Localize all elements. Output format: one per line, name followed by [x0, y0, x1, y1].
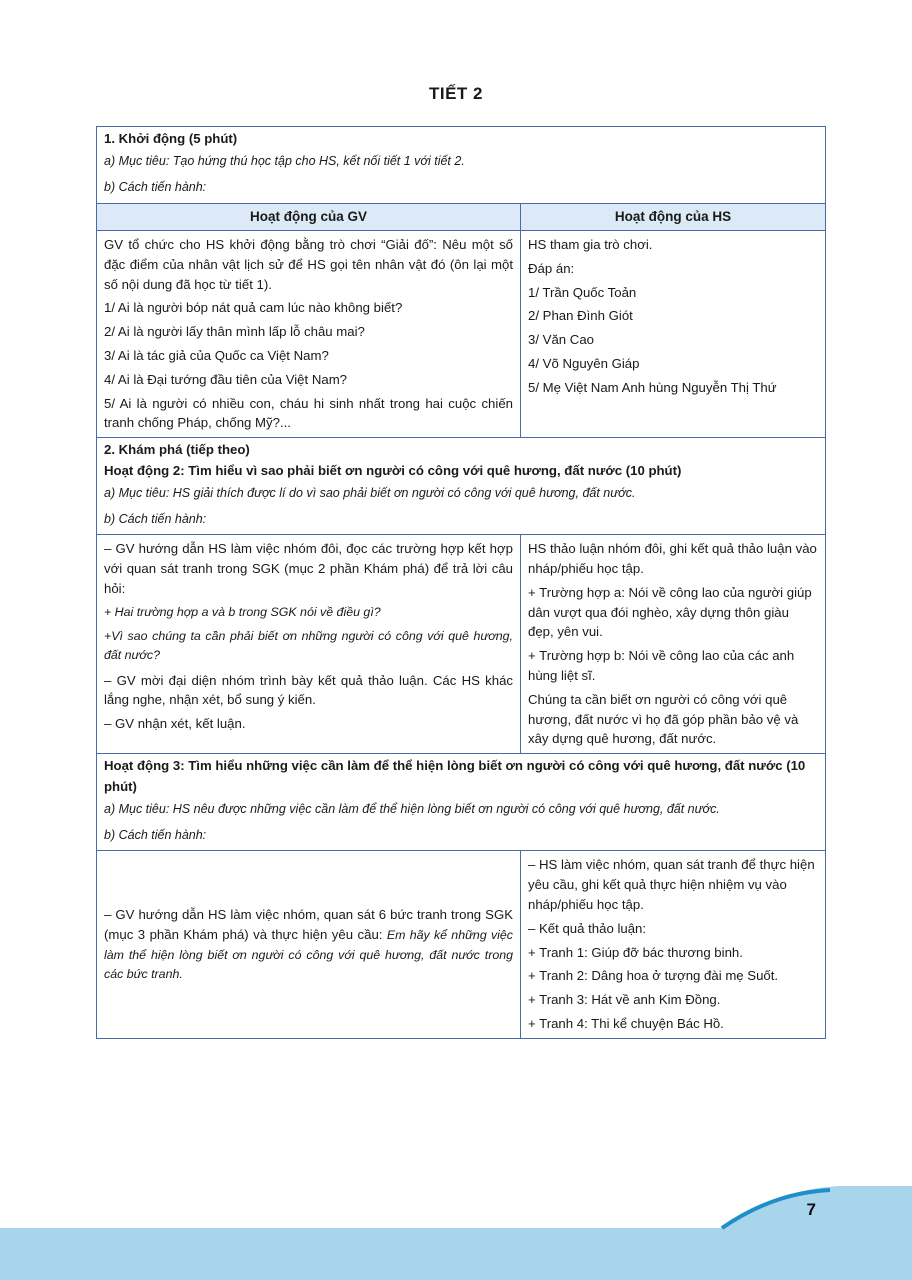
activity-3-hs-result: + Tranh 3: Hát về anh Kim Đồng.: [528, 992, 721, 1008]
activity-3-hs-result: + Tranh 1: Giúp đỡ bác thương binh.: [528, 944, 743, 960]
section-2-header: [97, 438, 826, 535]
section-1-header: [97, 127, 826, 204]
activity-2-gv-step: – GV mời đại diện nhóm trình bày kết quả thảo luận. Các HS khác lắng nghe, nhận xét, bổ sung ý kiến.: [104, 672, 513, 708]
activity-3-gv-cell: [97, 851, 521, 1038]
activity-3-hs-result: + Tranh 4: Thi kể chuyện Bác Hồ.: [528, 1015, 724, 1031]
warmup-question: 3/ Ai là tác giả của Quốc ca Việt Nam?: [104, 347, 329, 363]
section-2-header-row: [97, 438, 826, 535]
activity-2-heading: Hoạt động 2: Tìm hiểu vì sao phải biết ơn người có công với quê hương, đất nước (10 phút): [104, 462, 682, 478]
activity-2-row: [97, 535, 826, 754]
column-header-hs: Hoạt động của HS: [521, 203, 826, 230]
activity-2-gv-cell: [97, 535, 521, 754]
warmup-answer: 4/ Võ Nguyên Giáp: [528, 355, 640, 371]
warmup-answer: 1/ Trần Quốc Toản: [528, 284, 637, 300]
activity-3-method: b) Cách tiến hành:: [104, 827, 207, 842]
warmup-row: [97, 230, 826, 437]
activity-3-gv-text: [104, 903, 513, 986]
activity-3-row: [97, 851, 826, 1038]
warmup-hs-cell: [521, 230, 826, 437]
activity-3-hs-cell: [521, 851, 826, 1038]
page-title: TIẾT 2: [428, 84, 483, 103]
warmup-answer: 5/ Mẹ Việt Nam Anh hùng Nguyễn Thị Thứ: [528, 379, 777, 395]
activity-3-hs-result: + Tranh 2: Dâng hoa ở tượng đài mẹ Suốt.: [528, 968, 779, 984]
activity-3-heading: Hoạt động 3: Tìm hiểu những việc cần làm để thể hiện lòng biết ơn người có công với quê hương, đất nước (10 phút): [104, 758, 806, 794]
warmup-answer: 2/ Phan Đình Giót: [528, 308, 633, 324]
warmup-hs-line: HS tham gia trò chơi.: [528, 236, 653, 252]
activity-3-gv-task: Em hãy kể những việc làm thể hiện lòng biết ơn người có công với quê hương, đất nước trong các bức tranh.: [104, 927, 513, 982]
section-1-objective: a) Mục tiêu: Tạo hứng thú học tập cho HS, kết nối tiết 1 với tiết 2.: [104, 154, 465, 169]
activity-2-hs-conclusion: Chúng ta cần biết ơn người có công với quê hương, đất nước vì họ đã góp phần bảo vệ và xây dựng quê hương, đất nước.: [528, 691, 799, 747]
warmup-question: 2/ Ai là người lấy thân mình lấp lỗ châu mai?: [104, 324, 365, 340]
activity-2-objective: a) Mục tiêu: HS giải thích được lí do vì sao phải biết ơn người có công với quê hương, đất nước.: [104, 486, 636, 501]
activity-3-hs-line: – HS làm việc nhóm, quan sát tranh để thực hiện yêu cầu, ghi kết quả thực hiện nhiệm vụ vào nháp/phiếu học tập.: [528, 857, 815, 912]
activity-2-gv-step: – GV hướng dẫn HS làm việc nhóm đôi, đọc các trường hợp kết hợp với quan sát tranh trong SGK (mục 2 phần Khám phá) để trả lời câu hỏi:: [104, 541, 513, 596]
activity-2-hs-line: + Trường hợp b: Nói về công lao của các anh hùng liệt sĩ.: [528, 648, 795, 684]
section-2-heading: 2. Khám phá (tiếp theo): [104, 442, 250, 458]
activity-2-hs-cell: [521, 535, 826, 754]
activity-3-objective: a) Mục tiêu: HS nêu được những việc cần làm để thể hiện lòng biết ơn người có công với quê hương, đất nước.: [104, 802, 720, 817]
warmup-answer-label: Đáp án:: [528, 260, 575, 276]
activity-3-gv-lead: – GV hướng dẫn HS làm việc nhóm, quan sát 6 bức tranh trong SGK (mục 3 phần Khám phá) và thực hiện yêu cầu:: [104, 907, 513, 942]
footer-wave-decoration: [0, 1170, 912, 1280]
column-header-gv: Hoạt động của GV: [97, 203, 521, 230]
activity-2-hs-line: + Trường hợp a: Nói về công lao của người giúp dân vượt qua đói nghèo, xây dựng thôn giàu đẹp, yên vui.: [528, 584, 812, 640]
column-header-row: [97, 203, 826, 230]
page-number: 7: [806, 1200, 816, 1219]
activity-2-gv-step: – GV nhận xét, kết luận.: [104, 716, 246, 732]
activity-2-question: +Vì sao chúng ta cần phải biết ơn những người có công với quê hương, đất nước?: [104, 629, 513, 662]
warmup-gv-cell: [97, 230, 521, 437]
section-1-header-row: [97, 127, 826, 204]
section-3-header-row: [97, 754, 826, 851]
warmup-question: 4/ Ai là Đại tướng đầu tiên của Việt Nam?: [104, 371, 348, 387]
activity-2-method: b) Cách tiến hành:: [104, 511, 207, 526]
activity-3-hs-line: – Kết quả thảo luận:: [528, 920, 647, 936]
activity-2-question: + Hai trường hợp a và b trong SGK nói về điều gì?: [104, 604, 381, 619]
warmup-question: 5/ Ai là người có nhiều con, cháu hi sinh nhất trong hai cuộc chiến tranh chống Pháp, chống Mỹ?...: [104, 395, 513, 431]
section-3-header: [97, 754, 826, 851]
section-1-heading: 1. Khởi động (5 phút): [104, 131, 238, 146]
warmup-answer: 3/ Văn Cao: [528, 332, 594, 348]
section-1-method: b) Cách tiến hành:: [104, 180, 207, 195]
warmup-gv-intro: GV tổ chức cho HS khởi động bằng trò chơi “Giải đố”: Nêu một số đặc điểm của nhân vật lịch sử để HS gọi tên nhân vật đó (ôn lại một số nội dung đã học từ tiết 1).: [104, 236, 513, 292]
lesson-plan-table: [96, 126, 826, 1039]
warmup-question: 1/ Ai là người bóp nát quả cam lúc nào không biết?: [104, 300, 403, 316]
activity-2-hs-line: HS thảo luận nhóm đôi, ghi kết quả thảo luận vào nháp/phiếu học tập.: [528, 541, 817, 577]
